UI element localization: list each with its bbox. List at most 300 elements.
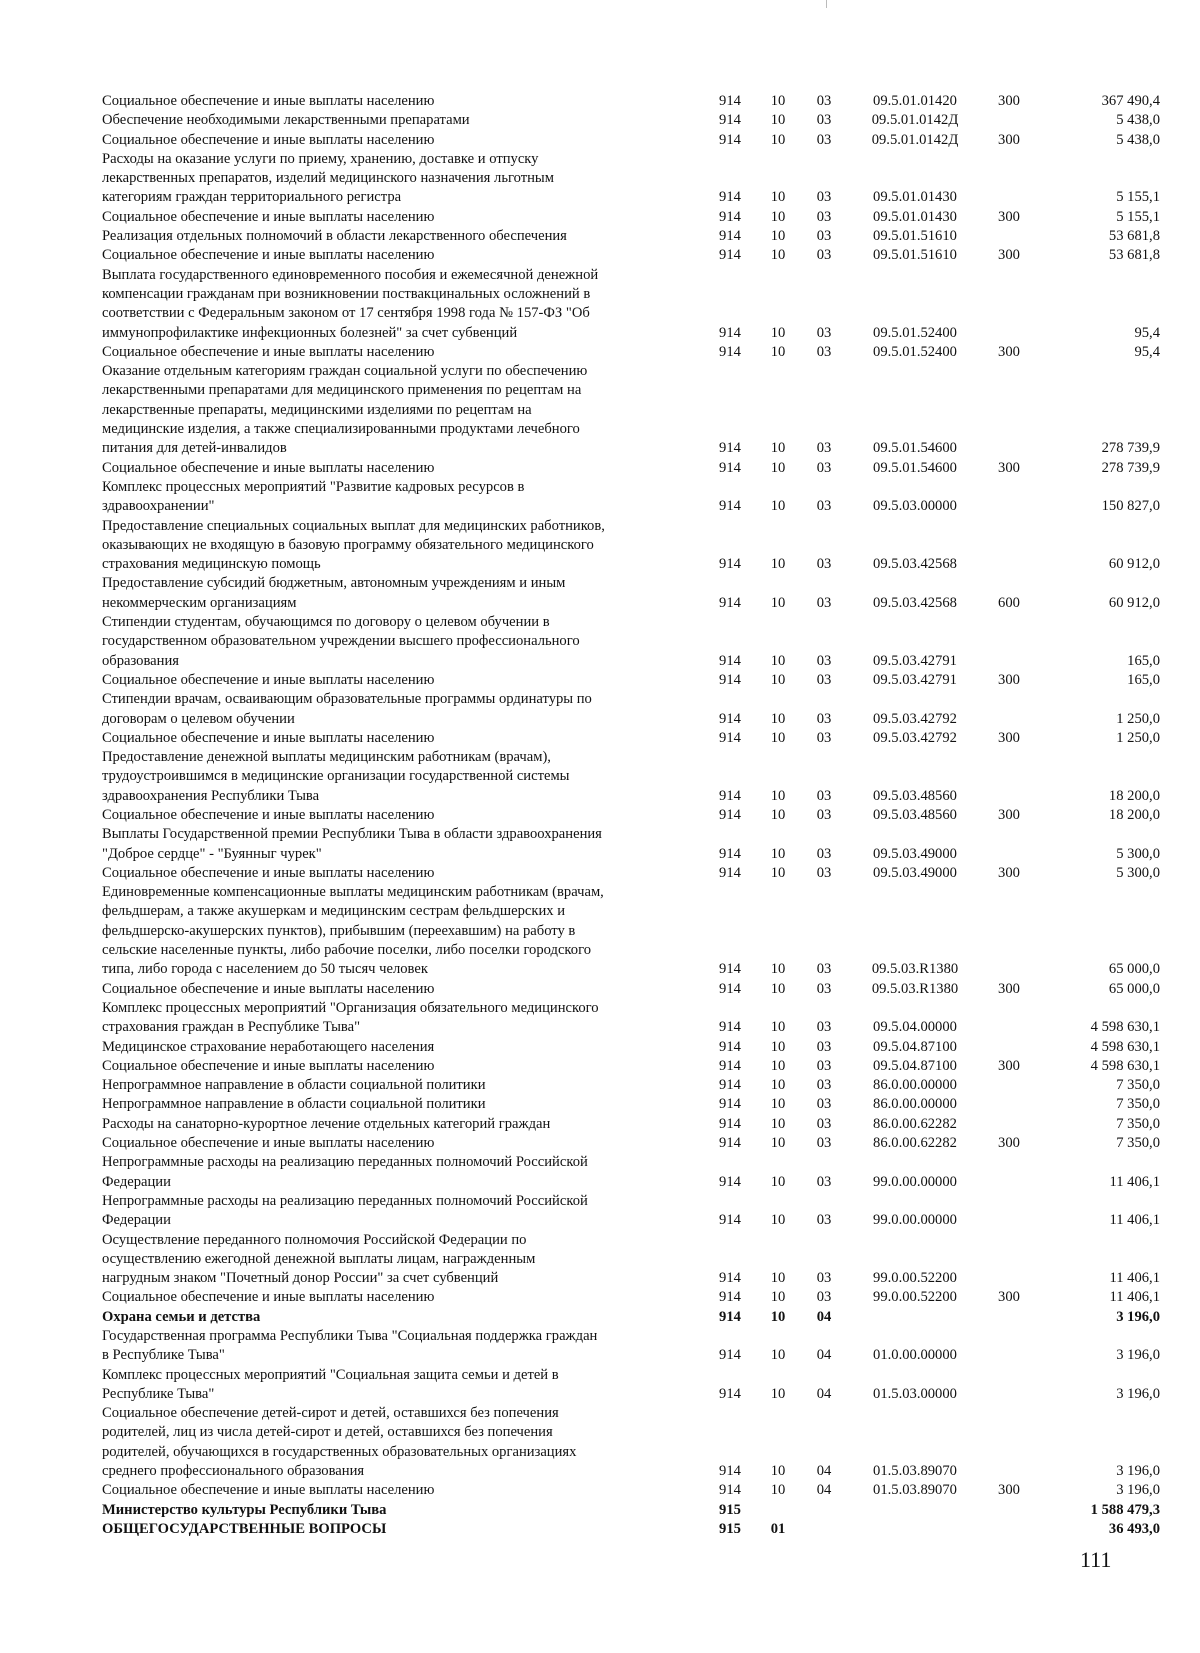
- podrazdel-code: 03: [816, 343, 832, 360]
- table-row: [102, 613, 1162, 671]
- target-article-code: 99.0.00.52200: [873, 1270, 957, 1287]
- target-article-code: 09.5.03.49000: [873, 864, 957, 881]
- amount: 150 827,0: [1101, 498, 1160, 515]
- glava-code: 914: [719, 1463, 741, 1480]
- amount: 7 350,0: [1116, 1115, 1160, 1132]
- table-row: [102, 1095, 1162, 1114]
- table-row: [102, 131, 1162, 150]
- podrazdel-code: 03: [816, 729, 832, 746]
- target-article-code: 01.5.03.00000: [873, 1385, 957, 1402]
- razdel-code: 01: [770, 1520, 786, 1537]
- podrazdel-code: 03: [816, 189, 832, 206]
- glava-code: 914: [719, 498, 741, 515]
- table-row: [102, 999, 1162, 1038]
- podrazdel-code: 03: [816, 1057, 832, 1074]
- target-article-code: 09.5.03.48560: [873, 806, 957, 823]
- razdel-code: 10: [770, 1057, 786, 1074]
- target-article-code: 09.5.03.42792: [873, 729, 957, 746]
- glava-code: 914: [719, 1385, 741, 1402]
- row-description: Расходы на оказание услуги по приему, хранению, доставке и отпуску лекарственных препаратов, изделий медицинского назначения льготным категориям граждан территориального регистра: [102, 150, 554, 206]
- row-description: Непрограммное направление в области социальной политики: [102, 1096, 486, 1113]
- row-description: Социальное обеспечение и иные выплаты населению: [102, 729, 435, 746]
- amount: 4 598 630,1: [1090, 1019, 1160, 1036]
- podrazdel-code: 04: [816, 1347, 832, 1364]
- glava-code: 914: [719, 1212, 741, 1229]
- glava-code: 914: [719, 1135, 741, 1152]
- podrazdel-code: 03: [816, 440, 832, 457]
- amount: 5 300,0: [1116, 864, 1160, 881]
- razdel-code: 10: [770, 671, 786, 688]
- expense-type-code: 300: [998, 1482, 1020, 1499]
- row-description: Медицинское страхование неработающего населения: [102, 1038, 435, 1055]
- glava-code: 914: [719, 208, 741, 225]
- glava-code: 914: [719, 1115, 741, 1132]
- podrazdel-code: 03: [816, 864, 832, 881]
- budget-table: [102, 92, 1162, 1539]
- table-row: [102, 671, 1162, 690]
- razdel-code: 10: [770, 1038, 786, 1055]
- razdel-code: 10: [770, 1289, 786, 1306]
- row-description: Социальное обеспечение и иные выплаты населению: [102, 343, 435, 360]
- razdel-code: 10: [770, 228, 786, 245]
- razdel-code: 10: [770, 864, 786, 881]
- table-row: [102, 362, 1162, 458]
- glava-code: 914: [719, 1347, 741, 1364]
- table-row: [102, 92, 1162, 111]
- table-row: [102, 729, 1162, 748]
- target-article-code: 09.5.01.54600: [873, 459, 957, 476]
- razdel-code: 10: [770, 1212, 786, 1229]
- glava-code: 914: [719, 1482, 741, 1499]
- target-article-code: 09.5.01.54600: [873, 440, 957, 457]
- row-description: Непрограммные расходы на реализацию переданных полномочий Российской Федерации: [102, 1154, 588, 1190]
- row-description: Социальное обеспечение и иные выплаты населению: [102, 671, 435, 688]
- razdel-code: 10: [770, 806, 786, 823]
- row-description: Комплекс процессных мероприятий "Социальная защита семьи и детей в Республике Тыва": [102, 1366, 559, 1402]
- razdel-code: 10: [770, 961, 786, 978]
- amount: 278 739,9: [1101, 440, 1160, 457]
- glava-code: 914: [719, 1057, 741, 1074]
- expense-type-code: 300: [998, 247, 1020, 264]
- target-article-code: 86.0.00.00000: [873, 1077, 957, 1094]
- amount: 1 250,0: [1116, 710, 1160, 727]
- glava-code: 914: [719, 864, 741, 881]
- target-article-code: 09.5.03.48560: [873, 787, 957, 804]
- table-row: [102, 459, 1162, 478]
- razdel-code: 10: [770, 710, 786, 727]
- row-description: Предоставление субсидий бюджетным, автономным учреждениям и иным некоммерческим организациям: [102, 575, 566, 611]
- razdel-code: 10: [770, 93, 786, 109]
- amount: 65 000,0: [1108, 980, 1160, 997]
- target-article-code: 09.5.03.R1380: [871, 980, 959, 997]
- row-description: Социальное обеспечение и иные выплаты населению: [102, 208, 435, 225]
- table-row: [102, 150, 1162, 208]
- amount: 11 406,1: [1109, 1212, 1160, 1229]
- amount: 95,4: [1134, 343, 1160, 360]
- table-row: [102, 1366, 1162, 1405]
- amount: 11 406,1: [1109, 1270, 1160, 1287]
- glava-code: 914: [719, 710, 741, 727]
- podrazdel-code: 03: [816, 671, 832, 688]
- target-article-code: 09.5.01.01420: [873, 93, 957, 109]
- row-description: Оказание отдельным категориям граждан социальной услуги по обеспечению лекарственными препаратами для медицинского применения по рецептам на лекарственные препараты, медицинскими изделиями по рецептам на медицинские изделия, а также специализированными продуктами лечебного питания для детей-инвалидов: [102, 363, 588, 457]
- target-article-code: 09.5.01.0142Д: [871, 131, 959, 148]
- razdel-code: 10: [770, 1173, 786, 1190]
- amount: 5 155,1: [1116, 189, 1160, 206]
- target-article-code: 09.5.01.0142Д: [871, 112, 959, 129]
- expense-type-code: 300: [998, 806, 1020, 823]
- podrazdel-code: 03: [816, 1077, 832, 1094]
- table-row: [102, 864, 1162, 883]
- podrazdel-code: 03: [816, 459, 832, 476]
- razdel-code: 10: [770, 787, 786, 804]
- row-description: ОБЩЕГОСУДАРСТВЕННЫЕ ВОПРОСЫ: [102, 1520, 387, 1537]
- razdel-code: 10: [770, 1482, 786, 1499]
- target-article-code: 01.5.03.89070: [873, 1482, 957, 1499]
- glava-code: 914: [719, 594, 741, 611]
- glava-code: 914: [719, 1270, 741, 1287]
- podrazdel-code: 03: [816, 498, 832, 515]
- row-description: Социальное обеспечение и иные выплаты населению: [102, 1482, 435, 1499]
- target-article-code: 09.5.01.52400: [873, 324, 957, 341]
- glava-code: 914: [719, 93, 741, 109]
- amount: 5 155,1: [1116, 208, 1160, 225]
- podrazdel-code: 04: [816, 1463, 832, 1480]
- podrazdel-code: 03: [816, 556, 832, 573]
- amount: 165,0: [1127, 671, 1160, 688]
- podrazdel-code: 03: [816, 131, 832, 148]
- table-row: [102, 517, 1162, 575]
- glava-code: 914: [719, 189, 741, 206]
- target-article-code: 86.0.00.00000: [873, 1096, 957, 1113]
- glava-code: 914: [719, 845, 741, 862]
- razdel-code: 10: [770, 324, 786, 341]
- table-row: [102, 1288, 1162, 1307]
- row-description: Социальное обеспечение и иные выплаты населению: [102, 1289, 435, 1306]
- glava-code: 914: [719, 1308, 741, 1325]
- row-description: Государственная программа Республики Тыва "Социальная поддержка граждан в Республике Тыва": [102, 1328, 598, 1364]
- row-description: Единовременные компенсационные выплаты медицинским работникам (врачам, фельдшерам, а также акушеркам и медицинским сестрам фельдшерских и фельдшерско-акушерских пунктов), прибывшим (переехавшим) на работу в сельские населенные пункты, либо рабочие поселки, либо поселки городского типа, либо города с населением до 50 тысяч человек: [102, 884, 604, 978]
- target-article-code: 09.5.03.42568: [873, 556, 957, 573]
- amount: 3 196,0: [1116, 1308, 1160, 1325]
- razdel-code: 10: [770, 594, 786, 611]
- podrazdel-code: 03: [816, 247, 832, 264]
- amount: 367 490,4: [1101, 93, 1160, 109]
- target-article-code: 09.5.03.49000: [873, 845, 957, 862]
- glava-code: 914: [719, 228, 741, 245]
- row-description: Непрограммные расходы на реализацию переданных полномочий Российской Федерации: [102, 1192, 588, 1229]
- amount: 4 598 630,1: [1090, 1057, 1160, 1074]
- table-row: [102, 1520, 1162, 1539]
- amount: 3 196,0: [1116, 1482, 1160, 1499]
- row-description: Выплата государственного единовременного пособия и ежемесячной денежной компенсации гражданам при возникновении поствакцинальных осложнений в соответствии с Федеральным законом от 17 сентября 1998 года № 157-ФЗ "Об иммунопрофилактике инфекционных болезней" за счет субвенций: [102, 266, 599, 341]
- row-description: Социальное обеспечение и иные выплаты населению: [102, 806, 435, 823]
- table-row: [102, 343, 1162, 362]
- podrazdel-code: 03: [816, 1038, 832, 1055]
- target-article-code: 09.5.04.87100: [873, 1057, 957, 1074]
- razdel-code: 10: [770, 459, 786, 476]
- table-row: [102, 478, 1162, 517]
- razdel-code: 10: [770, 1308, 786, 1325]
- amount: 165,0: [1127, 652, 1160, 669]
- amount: 65 000,0: [1108, 961, 1160, 978]
- amount: 5 438,0: [1116, 131, 1160, 148]
- podrazdel-code: 04: [816, 1308, 832, 1325]
- target-article-code: 09.5.04.00000: [873, 1019, 957, 1036]
- glava-code: 914: [719, 1019, 741, 1036]
- row-description: Выплаты Государственной премии Республики Тыва в области здравоохранения "Доброе сердце" - "Буянныг чурек": [102, 826, 602, 862]
- amount: 60 912,0: [1108, 556, 1160, 573]
- podrazdel-code: 03: [816, 1289, 832, 1306]
- target-article-code: 09.5.01.51610: [873, 247, 957, 264]
- scan-mark: [826, 0, 827, 8]
- table-row: [102, 227, 1162, 246]
- row-description: Расходы на санаторно-курортное лечение отдельных категорий граждан: [102, 1115, 551, 1132]
- amount: 5 438,0: [1116, 112, 1160, 129]
- podrazdel-code: 03: [816, 1115, 832, 1132]
- glava-code: 914: [719, 459, 741, 476]
- amount: 3 196,0: [1116, 1347, 1160, 1364]
- razdel-code: 10: [770, 980, 786, 997]
- row-description: Министерство культуры Республики Тыва: [102, 1501, 387, 1518]
- razdel-code: 10: [770, 1270, 786, 1287]
- amount: 4 598 630,1: [1090, 1038, 1160, 1055]
- podrazdel-code: 03: [816, 806, 832, 823]
- amount: 1 588 479,3: [1090, 1501, 1160, 1518]
- expense-type-code: 300: [998, 864, 1020, 881]
- podrazdel-code: 03: [816, 93, 832, 109]
- podrazdel-code: 03: [816, 1270, 832, 1287]
- razdel-code: 10: [770, 343, 786, 360]
- row-description: Охрана семьи и детства: [102, 1308, 261, 1325]
- glava-code: 914: [719, 324, 741, 341]
- expense-type-code: 300: [998, 459, 1020, 476]
- target-article-code: 86.0.00.62282: [873, 1115, 957, 1132]
- target-article-code: 09.5.03.R1380: [871, 961, 959, 978]
- amount: 95,4: [1134, 324, 1160, 341]
- target-article-code: 09.5.01.01430: [873, 208, 957, 225]
- podrazdel-code: 03: [816, 112, 832, 129]
- glava-code: 915: [719, 1501, 741, 1518]
- table-row: [102, 246, 1162, 265]
- glava-code: 914: [719, 440, 741, 457]
- razdel-code: 10: [770, 1115, 786, 1132]
- razdel-code: 10: [770, 247, 786, 264]
- razdel-code: 10: [770, 1096, 786, 1113]
- table-row: [102, 806, 1162, 825]
- expense-type-code: 300: [998, 1057, 1020, 1074]
- podrazdel-code: 03: [816, 961, 832, 978]
- podrazdel-code: 04: [816, 1482, 832, 1499]
- expense-type-code: 300: [998, 131, 1020, 148]
- glava-code: 914: [719, 729, 741, 746]
- razdel-code: 10: [770, 131, 786, 148]
- page-number: 111: [1080, 1547, 1112, 1572]
- amount: 18 200,0: [1108, 806, 1160, 823]
- table-row: [102, 1038, 1162, 1057]
- amount: 3 196,0: [1116, 1463, 1160, 1480]
- amount: 278 739,9: [1101, 459, 1160, 476]
- target-article-code: 09.5.01.01430: [873, 189, 957, 206]
- podrazdel-code: 04: [816, 1385, 832, 1402]
- row-description: Социальное обеспечение и иные выплаты населению: [102, 93, 435, 109]
- podrazdel-code: 03: [816, 845, 832, 862]
- table-row: [102, 1404, 1162, 1481]
- target-article-code: 99.0.00.00000: [873, 1173, 957, 1190]
- table-row: [102, 1308, 1162, 1327]
- table-row: [102, 980, 1162, 999]
- table-row: [102, 574, 1162, 613]
- target-article-code: 01.5.03.89070: [873, 1463, 957, 1480]
- target-article-code: 99.0.00.52200: [873, 1289, 957, 1306]
- glava-code: 914: [719, 343, 741, 360]
- table-row: [102, 690, 1162, 729]
- table-row: [102, 266, 1162, 343]
- expense-type-code: 300: [998, 93, 1020, 109]
- razdel-code: 10: [770, 556, 786, 573]
- glava-code: 914: [719, 961, 741, 978]
- amount: 1 250,0: [1116, 729, 1160, 746]
- table-row: [102, 111, 1162, 130]
- podrazdel-code: 03: [816, 594, 832, 611]
- amount: 53 681,8: [1108, 247, 1160, 264]
- table-row: [102, 1481, 1162, 1500]
- podrazdel-code: 03: [816, 1173, 832, 1190]
- target-article-code: 09.5.03.42791: [873, 671, 957, 688]
- amount: 7 350,0: [1116, 1135, 1160, 1152]
- table-row: [102, 1501, 1162, 1520]
- table-row: [102, 1192, 1162, 1231]
- target-article-code: 09.5.04.87100: [873, 1038, 957, 1055]
- podrazdel-code: 03: [816, 208, 832, 225]
- glava-code: 914: [719, 1173, 741, 1190]
- podrazdel-code: 03: [816, 980, 832, 997]
- podrazdel-code: 03: [816, 1096, 832, 1113]
- glava-code: 914: [719, 247, 741, 264]
- glava-code: 914: [719, 1289, 741, 1306]
- amount: 3 196,0: [1116, 1385, 1160, 1402]
- razdel-code: 10: [770, 1385, 786, 1402]
- expense-type-code: 300: [998, 343, 1020, 360]
- glava-code: 914: [719, 112, 741, 129]
- glava-code: 914: [719, 131, 741, 148]
- row-description: Социальное обеспечение и иные выплаты населению: [102, 864, 435, 881]
- row-description: Обеспечение необходимыми лекарственными препаратами: [102, 112, 470, 129]
- target-article-code: 01.0.00.00000: [873, 1347, 957, 1364]
- row-description: Социальное обеспечение и иные выплаты населению: [102, 1057, 435, 1074]
- row-description: Комплекс процессных мероприятий "Организация обязательного медицинского страхования граждан в Республике Тыва": [102, 999, 599, 1036]
- table-row: [102, 825, 1162, 864]
- amount: 36 493,0: [1108, 1520, 1160, 1537]
- row-description: Социальное обеспечение и иные выплаты населению: [102, 1135, 435, 1152]
- glava-code: 914: [719, 1077, 741, 1094]
- row-description: Социальное обеспечение и иные выплаты населению: [102, 980, 435, 997]
- row-description: Реализация отдельных полномочий в области лекарственного обеспечения: [102, 228, 567, 245]
- razdel-code: 10: [770, 112, 786, 129]
- row-description: Социальное обеспечение и иные выплаты населению: [102, 131, 435, 148]
- table-row: [102, 1231, 1162, 1289]
- target-article-code: 09.5.03.42568: [873, 594, 957, 611]
- table-row: [102, 1115, 1162, 1134]
- expense-type-code: 300: [998, 208, 1020, 225]
- expense-type-code: 300: [998, 1289, 1020, 1306]
- target-article-code: 99.0.00.00000: [873, 1212, 957, 1229]
- glava-code: 914: [719, 671, 741, 688]
- row-description: Комплекс процессных мероприятий "Развитие кадровых ресурсов в здравоохранении": [102, 478, 525, 515]
- glava-code: 914: [719, 556, 741, 573]
- razdel-code: 10: [770, 1077, 786, 1094]
- glava-code: 914: [719, 652, 741, 669]
- row-description: Предоставление специальных социальных выплат для медицинских работников, оказывающих не входящую в базовую программу обязательного медицинского страхования медицинскую помощь: [102, 517, 605, 573]
- amount: 7 350,0: [1116, 1096, 1160, 1113]
- razdel-code: 10: [770, 1019, 786, 1036]
- amount: 7 350,0: [1116, 1077, 1160, 1094]
- glava-code: 914: [719, 1096, 741, 1113]
- row-description: Стипендии врачам, осваивающим образовательные программы ординатуры по договорам о целевом обучении: [102, 691, 592, 727]
- target-article-code: 09.5.03.42791: [873, 652, 957, 669]
- table-row: [102, 883, 1162, 979]
- row-description: Социальное обеспечение и иные выплаты населению: [102, 247, 435, 264]
- row-description: Осуществление переданного полномочия Российской Федерации по осуществлению ежегодной денежной выплаты лицам, награжденным нагрудным знаком "Почетный донор России" за счет субвенций: [102, 1231, 536, 1287]
- podrazdel-code: 03: [816, 652, 832, 669]
- amount: 11 406,1: [1109, 1289, 1160, 1306]
- razdel-code: 10: [770, 652, 786, 669]
- expense-type-code: 300: [998, 980, 1020, 997]
- expense-type-code: 300: [998, 1135, 1020, 1152]
- table-row: [102, 1057, 1162, 1076]
- glava-code: 914: [719, 787, 741, 804]
- expense-type-code: 300: [998, 671, 1020, 688]
- table-row: [102, 1153, 1162, 1192]
- row-description: Непрограммное направление в области социальной политики: [102, 1077, 486, 1094]
- razdel-code: 10: [770, 189, 786, 206]
- razdel-code: 10: [770, 729, 786, 746]
- expense-type-code: 300: [998, 729, 1020, 746]
- row-description: Социальное обеспечение и иные выплаты населению: [102, 459, 435, 476]
- amount: 5 300,0: [1116, 845, 1160, 862]
- table-row: [102, 208, 1162, 227]
- razdel-code: 10: [770, 498, 786, 515]
- razdel-code: 10: [770, 845, 786, 862]
- razdel-code: 10: [770, 1463, 786, 1480]
- glava-code: 914: [719, 1038, 741, 1055]
- row-description: Стипендии студентам, обучающимся по договору о целевом обучении в государственном образовательном учреждении высшего профессионального образования: [102, 614, 580, 669]
- podrazdel-code: 03: [816, 1212, 832, 1229]
- row-description: Предоставление денежной выплаты медицинским работникам (врачам), трудоустроившимся в медицинские организации государственной системы здравоохранения Республики Тыва: [102, 749, 570, 804]
- amount: 11 406,1: [1109, 1173, 1160, 1190]
- target-article-code: 09.5.01.52400: [873, 343, 957, 360]
- amount: 60 912,0: [1108, 594, 1160, 611]
- expense-type-code: 600: [998, 594, 1020, 611]
- target-article-code: 09.5.01.51610: [873, 228, 957, 245]
- razdel-code: 10: [770, 1135, 786, 1152]
- podrazdel-code: 03: [816, 787, 832, 804]
- razdel-code: 10: [770, 1347, 786, 1364]
- target-article-code: 86.0.00.62282: [873, 1135, 957, 1152]
- amount: 53 681,8: [1108, 228, 1160, 245]
- podrazdel-code: 03: [816, 710, 832, 727]
- table-row: [102, 1327, 1162, 1366]
- table-row: [102, 1076, 1162, 1095]
- glava-code: 914: [719, 980, 741, 997]
- target-article-code: 09.5.03.00000: [873, 498, 957, 515]
- razdel-code: 10: [770, 208, 786, 225]
- amount: 18 200,0: [1108, 787, 1160, 804]
- target-article-code: 09.5.03.42792: [873, 710, 957, 727]
- podrazdel-code: 03: [816, 228, 832, 245]
- glava-code: 915: [719, 1520, 741, 1537]
- podrazdel-code: 03: [816, 1135, 832, 1152]
